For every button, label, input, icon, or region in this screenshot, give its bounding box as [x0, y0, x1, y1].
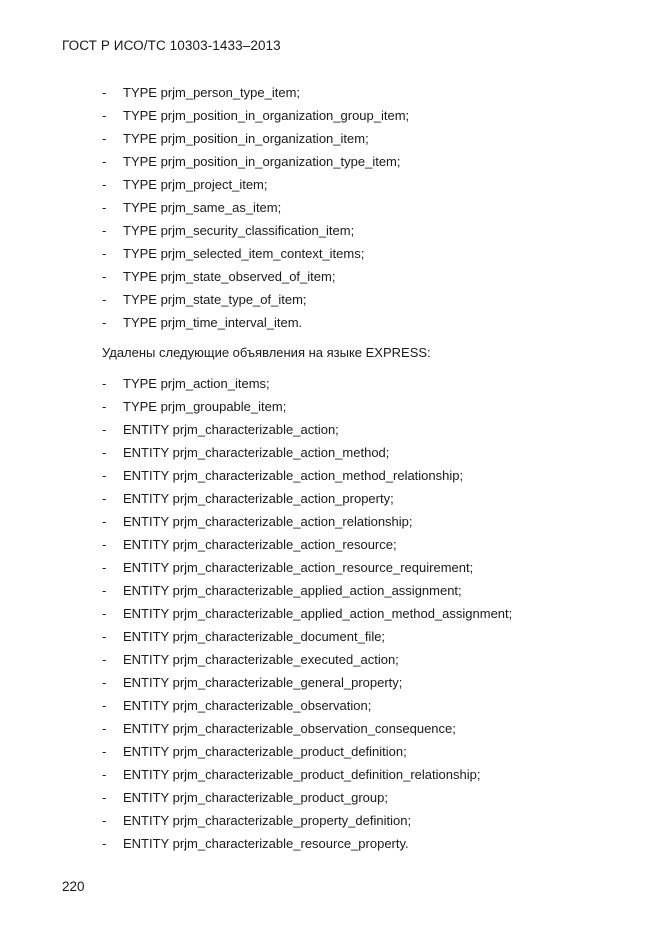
- list-bullet: -: [102, 468, 107, 483]
- list-item-text: TYPE prjm_position_in_organization_type_item;: [123, 154, 401, 169]
- list-item-text: ENTITY prjm_characterizable_resource_property.: [123, 836, 409, 851]
- list-item-text: ENTITY prjm_characterizable_action_method;: [123, 445, 390, 460]
- list-item: [0, 533, 661, 556]
- list-item: [0, 786, 661, 809]
- list-item-text: TYPE prjm_security_classification_item;: [123, 223, 355, 238]
- list-bullet: -: [102, 200, 107, 215]
- list-bullet: -: [102, 85, 107, 100]
- list-bullet: -: [102, 223, 107, 238]
- list-bullet: -: [102, 537, 107, 552]
- list-bullet: -: [102, 836, 107, 851]
- list-item: [0, 311, 661, 334]
- list-item-text: TYPE prjm_same_as_item;: [123, 200, 282, 215]
- remaining-declarations-list: [0, 81, 661, 334]
- list-bullet: -: [102, 246, 107, 261]
- list-item-text: ENTITY prjm_characterizable_action_method_relationship;: [123, 468, 464, 483]
- list-item: [0, 648, 661, 671]
- list-item-text: ENTITY prjm_characterizable_observation;: [123, 698, 372, 713]
- list-item: [0, 832, 661, 855]
- list-item: [0, 372, 661, 395]
- list-bullet: -: [102, 514, 107, 529]
- list-item: [0, 150, 661, 173]
- list-bullet: -: [102, 154, 107, 169]
- list-item: [0, 288, 661, 311]
- list-item: [0, 579, 661, 602]
- list-item: [0, 625, 661, 648]
- list-item: [0, 763, 661, 786]
- list-item: [0, 602, 661, 625]
- list-item-text: ENTITY prjm_characterizable_observation_consequence;: [123, 721, 456, 736]
- list-item-text: ENTITY prjm_characterizable_action_property;: [123, 491, 394, 506]
- list-item-text: ENTITY prjm_characterizable_product_definition_relationship;: [123, 767, 481, 782]
- list-item: [0, 510, 661, 533]
- list-item-text: TYPE prjm_action_items;: [123, 376, 270, 391]
- list-item-text: ENTITY prjm_characterizable_action_resource_requirement;: [123, 560, 474, 575]
- list-item-text: TYPE prjm_project_item;: [123, 177, 268, 192]
- list-item: [0, 671, 661, 694]
- list-bullet: -: [102, 292, 107, 307]
- list-item-text: ENTITY prjm_characterizable_applied_action_assignment;: [123, 583, 462, 598]
- list-bullet: -: [102, 790, 107, 805]
- list-item-text: TYPE prjm_position_in_organization_group_item;: [123, 108, 410, 123]
- list-item: [0, 81, 661, 104]
- list-bullet: -: [102, 744, 107, 759]
- list-item: [0, 487, 661, 510]
- list-item: [0, 556, 661, 579]
- list-item: [0, 418, 661, 441]
- list-bullet: -: [102, 445, 107, 460]
- list-bullet: -: [102, 177, 107, 192]
- list-item-text: TYPE prjm_state_type_of_item;: [123, 292, 307, 307]
- list-bullet: -: [102, 629, 107, 644]
- list-bullet: -: [102, 399, 107, 414]
- list-item-text: ENTITY prjm_characterizable_general_property;: [123, 675, 403, 690]
- list-bullet: -: [102, 269, 107, 284]
- list-item: [0, 809, 661, 832]
- list-item-text: ENTITY prjm_characterizable_action;: [123, 422, 339, 437]
- list-item: [0, 127, 661, 150]
- list-item-text: ENTITY prjm_characterizable_document_file;: [123, 629, 386, 644]
- list-item-text: TYPE prjm_state_observed_of_item;: [123, 269, 336, 284]
- list-item-text: ENTITY prjm_characterizable_product_group;: [123, 790, 388, 805]
- list-item-text: TYPE prjm_selected_item_context_items;: [123, 246, 365, 261]
- list-item-text: ENTITY prjm_characterizable_action_relationship;: [123, 514, 413, 529]
- list-bullet: -: [102, 560, 107, 575]
- list-item-text: ENTITY prjm_characterizable_applied_action_method_assignment;: [123, 606, 513, 621]
- page-number: 220: [62, 879, 85, 894]
- list-item: [0, 265, 661, 288]
- list-item-text: ENTITY prjm_characterizable_executed_action;: [123, 652, 399, 667]
- list-bullet: -: [102, 376, 107, 391]
- removed-declarations-list: [0, 372, 661, 855]
- list-item: [0, 464, 661, 487]
- list-item-text: ENTITY prjm_characterizable_product_definition;: [123, 744, 407, 759]
- list-item-text: TYPE prjm_person_type_item;: [123, 85, 301, 100]
- list-bullet: -: [102, 652, 107, 667]
- list-item: [0, 196, 661, 219]
- list-bullet: -: [102, 491, 107, 506]
- list-item: [0, 395, 661, 418]
- list-item-text: ENTITY prjm_characterizable_action_resource;: [123, 537, 397, 552]
- list-bullet: -: [102, 698, 107, 713]
- list-item: [0, 219, 661, 242]
- list-item: [0, 717, 661, 740]
- list-bullet: -: [102, 583, 107, 598]
- list-item: [0, 104, 661, 127]
- list-bullet: -: [102, 108, 107, 123]
- document-header: ГОСТ Р ИСО/ТС 10303-1433–2013: [62, 38, 281, 53]
- removed-declarations-intro: Удалены следующие объявления на языке EXPRESS:: [102, 345, 431, 360]
- list-bullet: -: [102, 675, 107, 690]
- list-item-text: TYPE prjm_time_interval_item.: [123, 315, 303, 330]
- list-bullet: -: [102, 315, 107, 330]
- list-bullet: -: [102, 606, 107, 621]
- list-bullet: -: [102, 767, 107, 782]
- list-item-text: TYPE prjm_groupable_item;: [123, 399, 287, 414]
- list-item: [0, 441, 661, 464]
- list-bullet: -: [102, 422, 107, 437]
- list-item-text: TYPE prjm_position_in_organization_item;: [123, 131, 369, 146]
- list-item: [0, 173, 661, 196]
- list-item: [0, 694, 661, 717]
- list-item: [0, 242, 661, 265]
- list-item-text: ENTITY prjm_characterizable_property_definition;: [123, 813, 412, 828]
- list-item: [0, 740, 661, 763]
- list-bullet: -: [102, 813, 107, 828]
- list-bullet: -: [102, 721, 107, 736]
- list-bullet: -: [102, 131, 107, 146]
